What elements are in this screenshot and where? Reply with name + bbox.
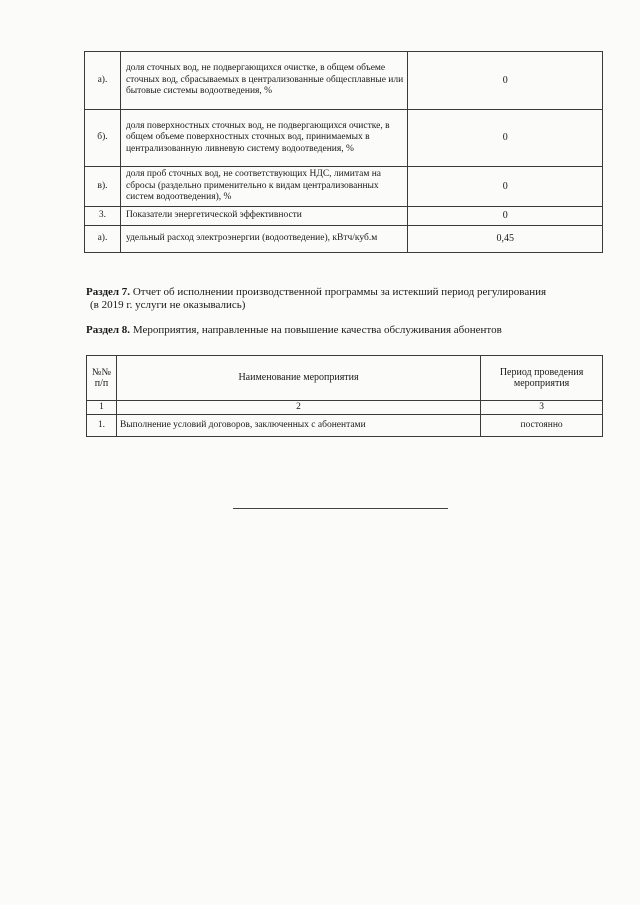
column-number-row [87, 401, 603, 415]
measures-table [86, 355, 603, 437]
row-number: а). [85, 52, 121, 110]
row-number: 3. [85, 207, 121, 226]
section-7-title: Отчет об исполнении производственной программы за истекший период регулирования [132, 286, 547, 298]
table-row [85, 167, 603, 207]
row-number: б). [85, 110, 121, 167]
row-value: 0,45 [408, 226, 603, 253]
row-description: Показатели энергетической эффективности [120, 207, 407, 226]
row-description: доля проб сточных вод, не соответствующих НДС, лимитам на сбросы (раздельно применительно к видам централизованных систем водоотведения), % [120, 167, 407, 207]
row-value: 0 [408, 110, 603, 167]
row-description: доля поверхностных сточных вод, не подвергающихся очистке, в общем объеме поверхностных сточных вод, принимаемых в централизованную ливневую систему водоотведения, % [120, 110, 407, 167]
section-7-label: Раздел 7. [86, 286, 131, 298]
section-8-heading [86, 322, 502, 338]
section-8-title: Мероприятия, направленные на повышение качества обслуживания абонентов [132, 324, 502, 336]
table-row [85, 52, 603, 110]
row-number: а). [85, 226, 121, 253]
table-row [87, 415, 603, 437]
header-name: Наименование мероприятия [116, 356, 480, 401]
indicators-table [84, 51, 603, 253]
table-row [85, 226, 603, 253]
row-value: 0 [408, 207, 603, 226]
row-value: 0 [408, 167, 603, 207]
row-description: доля сточных вод, не подвергающихся очистке, в общем объеме сточных вод, сбрасываемых в централизованные общесплавные или бытовые системы водоотведения, % [120, 52, 407, 110]
row-number: 1. [87, 415, 117, 437]
row-period: постоянно [481, 415, 603, 437]
table-header-row [87, 356, 603, 401]
column-number: 1 [87, 401, 117, 415]
table-row [85, 110, 603, 167]
signature-line [233, 508, 448, 509]
column-number: 2 [116, 401, 480, 415]
header-number: №№ п/п [87, 356, 117, 401]
section-8-label: Раздел 8. [86, 324, 131, 336]
row-number: в). [85, 167, 121, 207]
row-name: Выполнение условий договоров, заключенных с абонентами [116, 415, 480, 437]
row-description: удельный расход электроэнергии (водоотведение), кВтч/куб.м [120, 226, 407, 253]
row-value: 0 [408, 52, 603, 110]
table-row [85, 207, 603, 226]
header-period: Период проведения мероприятия [481, 356, 603, 401]
column-number: 3 [481, 401, 603, 415]
section-7-note: (в 2019 г. услуги не оказывались) [90, 299, 246, 311]
